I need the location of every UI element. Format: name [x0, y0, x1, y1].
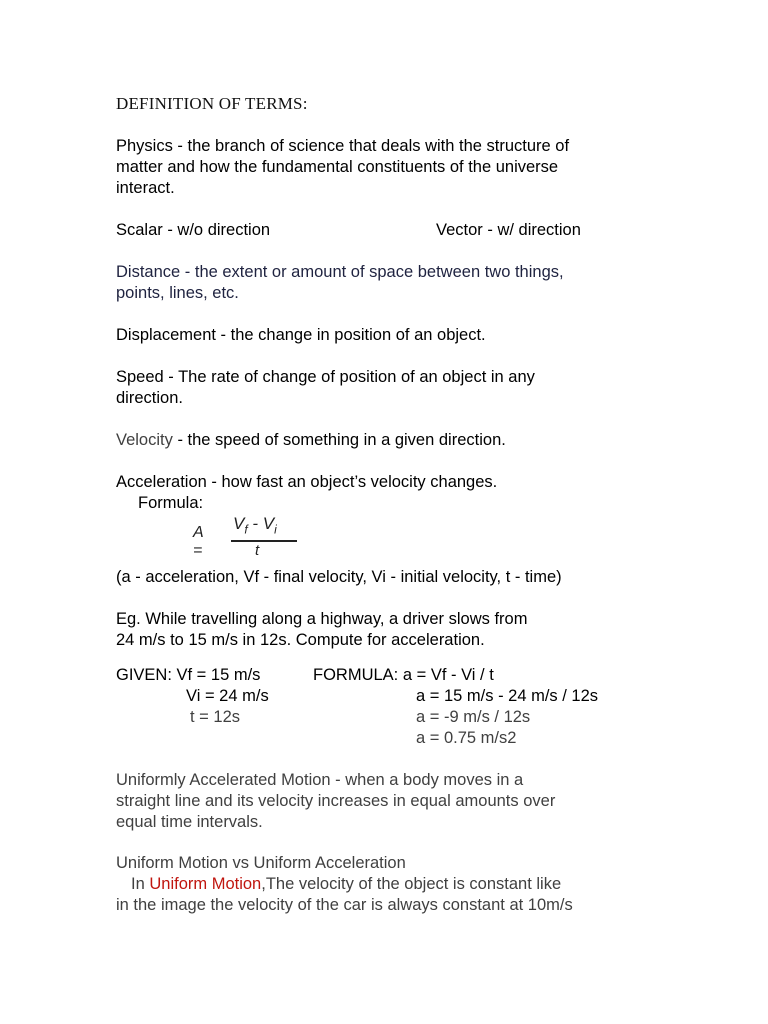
displacement-definition: Displacement - the change in position of an object.: [116, 326, 486, 344]
uam-definition-line-1: Uniformly Accelerated Motion - when a body moves in a: [116, 771, 524, 789]
example-problem-line-2: 24 m/s to 15 m/s in 12s. Compute for acceleration.: [116, 631, 485, 649]
formula-vi-sub: i: [274, 522, 277, 537]
formula-numerator: [233, 514, 277, 536]
uniform-motion-line-2: in the image the velocity of the car is always constant at 10m/s: [116, 896, 573, 914]
formula-step-4: a = 0.75 m/s2: [416, 729, 517, 747]
page-title: DEFINITION OF TERMS:: [116, 94, 308, 113]
formula-lhs: A =: [193, 524, 204, 559]
uniform-motion-line-1: [131, 874, 561, 895]
velocity-definition: [116, 430, 506, 451]
velocity-description: - the speed of something in a given direction.: [172, 431, 506, 449]
formula-step-3: a = -9 m/s / 12s: [416, 708, 531, 726]
velocity-term: Velocity: [116, 431, 173, 449]
physics-definition-line-1: Physics - the branch of science that deals with the structure of: [116, 137, 570, 155]
speed-definition-line-1: Speed - The rate of change of position of an object in any: [116, 368, 535, 386]
formula-denominator: t: [255, 542, 260, 559]
speed-definition-line-2: direction.: [116, 389, 183, 407]
given-vi: Vi = 24 m/s: [186, 687, 269, 705]
distance-definition-line-2: points, lines, etc.: [116, 284, 239, 302]
physics-definition-line-3: interact.: [116, 179, 175, 197]
acceleration-definition: Acceleration - how fast an object’s velocity changes.: [116, 473, 498, 491]
vector-definition: Vector - w/ direction: [436, 221, 581, 239]
physics-definition-line-2: matter and how the fundamental constituents of the universe: [116, 158, 559, 176]
given-vf: GIVEN: Vf = 15 m/s: [116, 666, 261, 684]
example-problem-line-1: Eg. While travelling along a highway, a driver slows from: [116, 610, 528, 628]
formula-step-1: FORMULA: a = Vf - Vi / t: [313, 666, 494, 684]
formula-vi: V: [262, 514, 275, 533]
distance-definition-line-1: Distance - the extent or amount of space between two things,: [116, 263, 564, 281]
formula-vf-sub: f: [244, 522, 248, 537]
uniform-motion-rest: ,The velocity of the object is constant like: [261, 875, 562, 893]
uniform-motion-term: Uniform Motion: [149, 875, 262, 893]
formula-minus: -: [247, 514, 263, 533]
uniform-motion-prefix: In: [131, 875, 150, 893]
uam-definition-line-2: straight line and its velocity increases in equal amounts over: [116, 792, 556, 810]
formula-step-2: a = 15 m/s - 24 m/s / 12s: [416, 687, 599, 705]
given-t: t = 12s: [190, 708, 240, 726]
section-title-uniform-motion: Uniform Motion vs Uniform Acceleration: [116, 854, 406, 872]
uam-definition-line-3: equal time intervals.: [116, 813, 263, 831]
formula-vf: V: [233, 514, 245, 533]
variables-legend: (a - acceleration, Vf - final velocity, Vi - initial velocity, t - time): [116, 568, 562, 586]
scalar-definition: Scalar - w/o direction: [116, 221, 271, 239]
formula-label: Formula:: [138, 494, 204, 512]
fraction-bar: [231, 540, 297, 542]
